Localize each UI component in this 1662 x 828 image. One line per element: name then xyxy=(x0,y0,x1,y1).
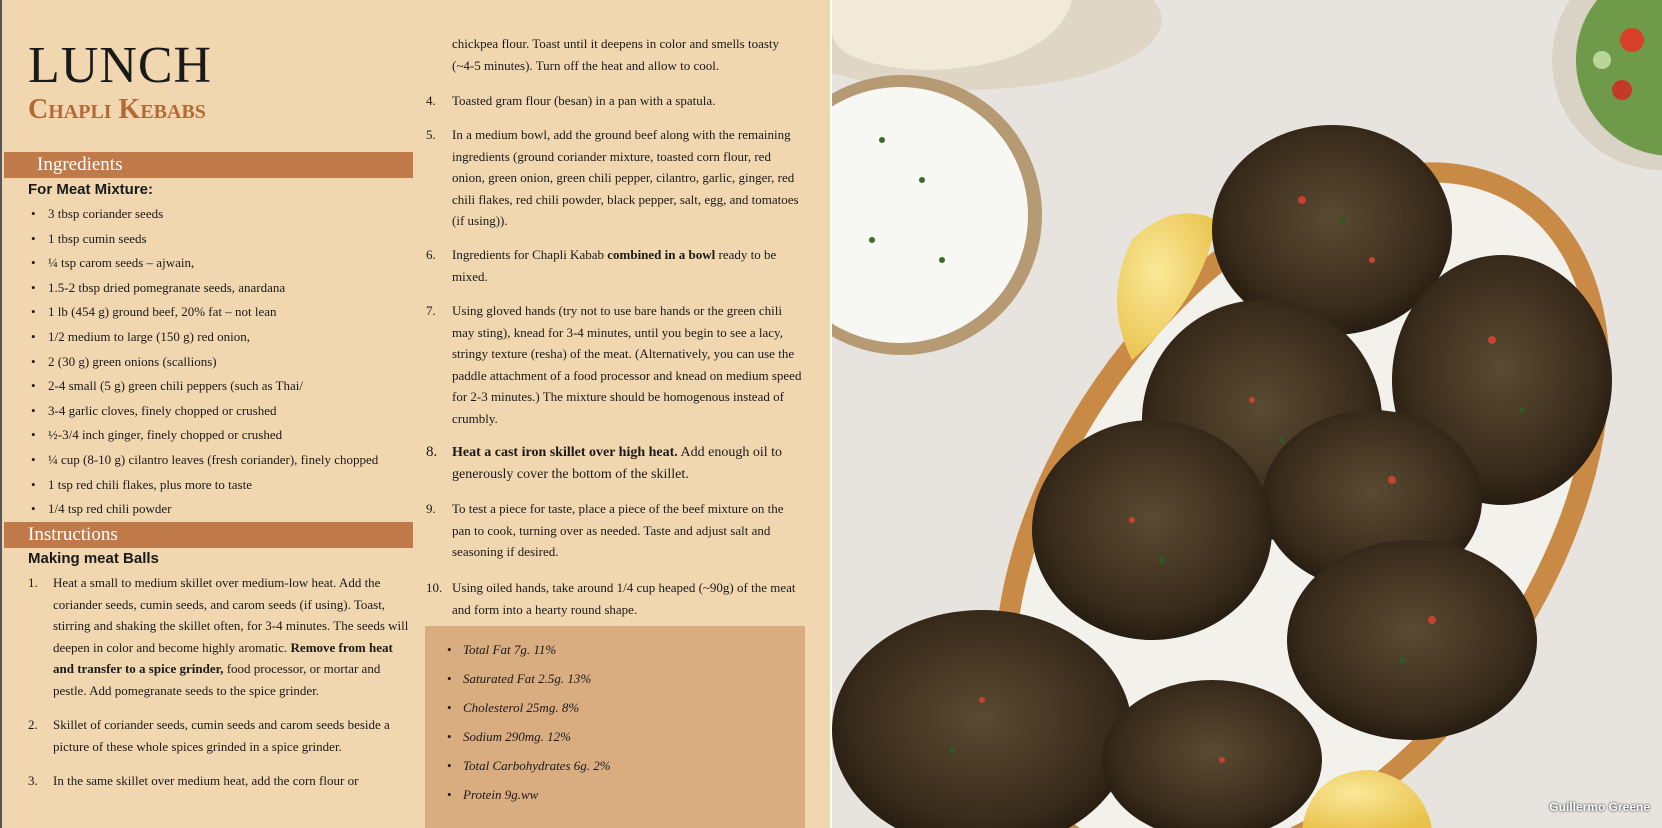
page-title: LUNCH xyxy=(28,37,213,94)
ingredient-list xyxy=(28,204,408,524)
ingredient-item: • 1/4 tsp red chili powder xyxy=(28,499,408,524)
nutrition-item: • Total Carbohydrates 6g. 2% xyxy=(445,756,611,785)
ingredient-item: • 3 tbsp coriander seeds xyxy=(28,204,408,229)
ingredient-item: • 1 lb (454 g) ground beef, 20% fat – not lean xyxy=(28,302,408,327)
meat-mixture-subheading: For Meat Mixture: xyxy=(28,181,154,198)
nutrition-list xyxy=(445,640,611,814)
ingredient-item: • 1 tbsp cumin seeds xyxy=(28,229,408,254)
ingredient-item: • 3-4 garlic cloves, finely chopped or crushed xyxy=(28,401,408,426)
nutrition-item: • Cholesterol 25mg. 8% xyxy=(445,698,611,727)
ingredient-item: • ¼ tsp carom seeds – ajwain, xyxy=(28,253,408,278)
left-column: LUNCH Chapli Kebabs Ingredients For Meat Mixture: • 3 tbsp coriander seeds • 1 tbsp cumin seeds • ¼ tsp carom seeds – ajwain, • 1.5-2 tbsp dried pomegranate seeds, anardana • 1 lb (454 g) ground beef, 20% fat – not lean • 1/2 medium to large (150 g) red onion, • 2 (30 g) green onions (scallions) • 2-4 small (5 g) green chili peppers (such as Thai/ • 3-4 garlic cloves, finely chopped or crushed • ½-3/4 inch ginger, finely chopped or crushed • ¼ cup (8-10 g) cilantro leaves (fresh coriander), finely chopped • 1 tsp red chili flakes, plus more to taste • 1/4 tsp red chili powder Instructions Making meat Balls 1. Heat a small to medium skillet over medium-low heat. Add the coriander seeds, cumin seeds, and carom seeds (if using). Toast, stirring and shaking the skillet often, for 3-4 minutes. The seeds will deepen in color and become highly aromatic. Remove from heat and transfer to a spice grinder, food processor, or mortar and pestle. Add pomegranate seeds to the spice grinder. 2. Skillet of coriander seeds, cumin seeds and carom seeds beside a picture of these whole spices grinded in a spice grinder. 3. In the same skillet over medium heat, add the corn flour or xyxy=(0,0,410,828)
ingredient-item: • ½-3/4 inch ginger, finely chopped or crushed xyxy=(28,425,408,450)
kebab-plate-illustration xyxy=(832,0,1662,828)
photo-credit: Guillermo Greene xyxy=(1549,800,1650,814)
nutrition-item: • Protein 9g.ww xyxy=(445,785,611,814)
nutrition-item: • Saturated Fat 2.5g. 13% xyxy=(445,669,611,698)
ingredient-item: • 2-4 small (5 g) green chili peppers (such as Thai/ xyxy=(28,376,408,401)
ingredient-item: • 1.5-2 tbsp dried pomegranate seeds, anardana xyxy=(28,278,408,303)
nutrition-item: • Sodium 290mg. 12% xyxy=(445,727,611,756)
recipe-title: Chapli Kebabs xyxy=(28,94,206,125)
ingredient-item: • ¼ cup (8-10 g) cilantro leaves (fresh coriander), finely chopped xyxy=(28,450,408,475)
kebab-patty xyxy=(1032,420,1272,640)
meat-balls-subheading: Making meat Balls xyxy=(28,550,159,567)
ingredient-item: • 2 (30 g) green onions (scallions) xyxy=(28,352,408,377)
ingredients-heading: Ingredients xyxy=(4,152,413,178)
right-column: chickpea flour. Toast until it deepens in color and smells toasty (~4-5 minutes). Turn off the heat and allow to cool. 4. Toasted gram flour (besan) in a pan with a spatula. 5. In a medium bowl, add the ground beef along with the remaining ingredients (ground coriander mixture, toasted corn flour, red onion, green onion, green chili pepper, cilantro, garlic, ginger, red chili flakes, red chili powder, black pepper, salt, egg, and tomatoes (if using)). 6. Ingredients for Chapli Kabab combined in a bowl ready to be mixed. 7. Using gloved hands (try not to use bare hands or the green chili may sting), knead for 3-4 minutes, until you begin to see a lacy, stringy texture (resha) of the meat. (Alternatively, you can use the paddle attachment of a food processor and knead on medium speed for 2-3 minutes.) The mixture should be homogenous instead of crumbly. 8. Heat a cast iron skillet over high heat. Add enough oil to generously cover the bottom of the skillet. 9. To test a piece for taste, place a piece of the beef mixture on the pan to cook, turning over as needed. Taste and adjust salt and seasoning if desired. 10. Using oiled hands, take around 1/4 cup heaped (~90g) of the meat and form into a hearty round shape. xyxy=(426,36,802,617)
ingredient-item: • 1 tsp red chili flakes, plus more to taste xyxy=(28,475,408,500)
food-photo xyxy=(832,0,1662,828)
nutrition-box xyxy=(425,626,805,828)
instructions-heading: Instructions xyxy=(4,522,413,548)
kebab-patty xyxy=(1287,540,1537,740)
ingredient-item: • 1/2 medium to large (150 g) red onion, xyxy=(28,327,408,352)
nutrition-item: • Total Fat 7g. 11% xyxy=(445,640,611,669)
recipe-page xyxy=(0,0,830,828)
